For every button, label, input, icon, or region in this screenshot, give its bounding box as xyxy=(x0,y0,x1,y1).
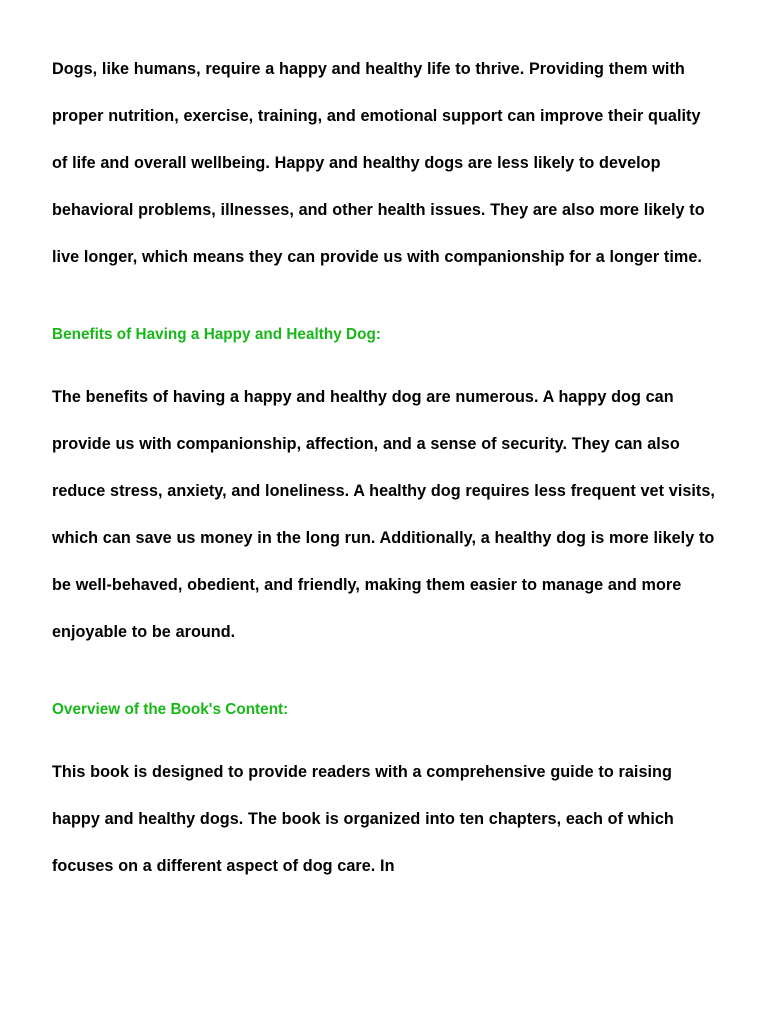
overview-paragraph: This book is designed to provide readers with a comprehensive guide to raising happy and healthy dogs. The book is organized into ten chapters, each of which focuses on a different aspect of dog care. In xyxy=(52,763,674,875)
spacer xyxy=(52,358,717,374)
overview-heading: Overview of the Book's Content: xyxy=(52,701,289,718)
spacer xyxy=(52,733,717,749)
spacer xyxy=(52,656,717,686)
spacer xyxy=(52,281,717,311)
benefits-heading: Benefits of Having a Happy and Healthy Dog: xyxy=(52,326,381,343)
intro-paragraph: Dogs, like humans, require a happy and healthy life to thrive. Providing them with proper nutrition, exercise, training, and emotional support can improve their quality of life and overall wellbeing. Happy and healthy dogs are less likely to develop behavioral problems, illnesses, and other health issues. They are also more likely to live longer, which means they can provide us with companionship for a longer time. xyxy=(52,60,705,266)
document-body xyxy=(52,46,717,890)
benefits-paragraph: The benefits of having a happy and healthy dog are numerous. A happy dog can provide us with companionship, affection, and a sense of security. They can also reduce stress, anxiety, and loneliness. A healthy dog requires less frequent vet visits, which can save us money in the long run. Additionally, a healthy dog is more likely to be well-behaved, obedient, and friendly, making them easier to manage and more enjoyable to be around. xyxy=(52,388,715,641)
